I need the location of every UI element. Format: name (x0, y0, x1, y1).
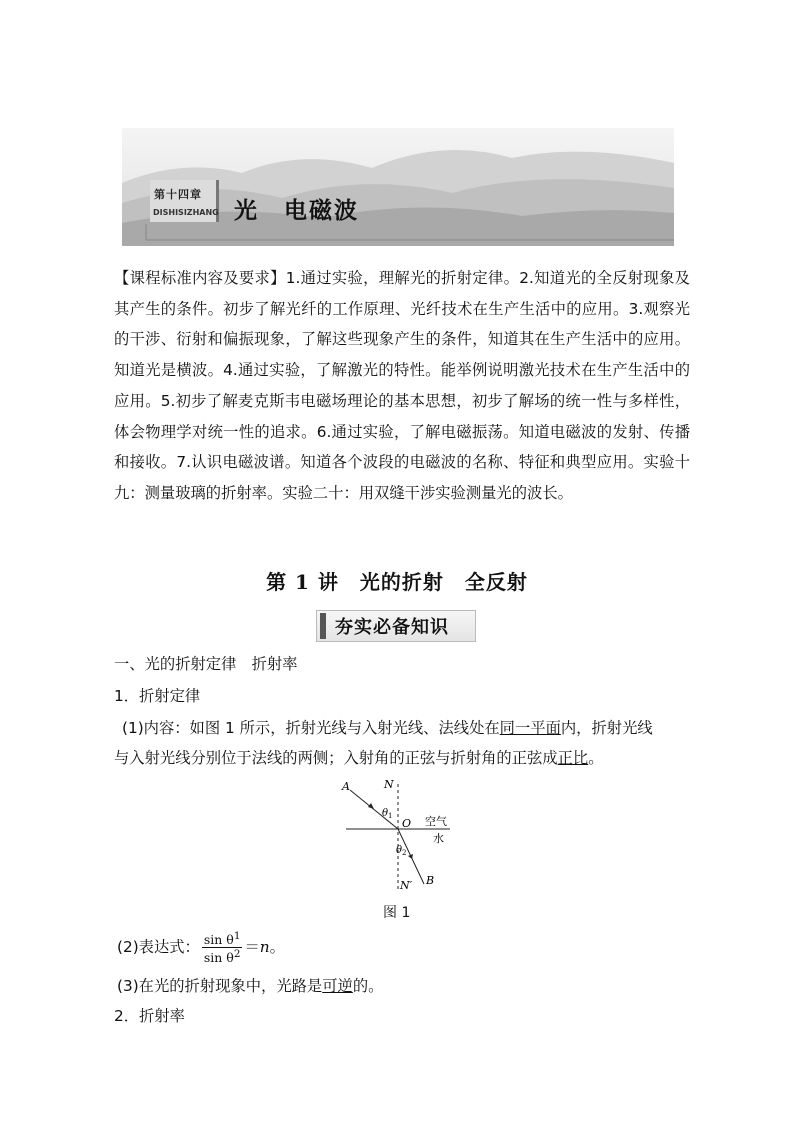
refractive-index-symbol: n (259, 938, 270, 957)
underlined-answer: 正比 (557, 749, 589, 767)
chapter-number-box (150, 180, 219, 222)
content-text: 内，折射光线 (560, 719, 653, 737)
chapter-banner (122, 128, 674, 246)
lesson-title: 第 1 讲 光的折射 全反射 (266, 570, 528, 594)
section-header (316, 610, 476, 642)
label-o: O (402, 817, 412, 830)
denominator-text: sin θ (203, 950, 234, 966)
expression-end: 。 (269, 938, 285, 957)
subheading-refraction-law: 1．折射定律 (114, 687, 201, 705)
label-theta1: θ (382, 808, 389, 819)
label-theta2-sub: 2 (402, 849, 407, 857)
subheading-refractive-index: 2．折射率 (114, 1007, 185, 1025)
chapter-pinyin: DISHISIZHANG (153, 208, 219, 217)
course-requirements (114, 263, 690, 509)
chapter-number: 第十四章 (154, 188, 202, 201)
fraction-numerator (202, 930, 243, 948)
fraction-denominator (202, 948, 243, 965)
numerator-text: sin θ (203, 932, 234, 948)
refraction-diagram (330, 776, 470, 898)
content-text: 与入射光线分别位于法线的两侧；入射角的正弦与折射角的正弦成 (114, 749, 558, 767)
content-line-1 (122, 716, 653, 738)
section-header-text: 夯实必备知识 (335, 617, 449, 638)
label-theta1-sub: 1 (388, 812, 393, 820)
section-header-bar (320, 613, 326, 639)
numerator-index: 1 (233, 930, 241, 942)
requirements-label: 【课程标准内容及要求】 (114, 269, 286, 287)
label-b: B (426, 874, 435, 887)
label-a: A (342, 780, 350, 793)
incident-ray (350, 790, 398, 829)
content-text: 的。 (352, 977, 384, 995)
equals-sign: ＝ (244, 938, 260, 957)
expression-label: (2)表达式： (117, 938, 200, 957)
content-text: 。 (588, 749, 604, 767)
content-line-2 (114, 746, 604, 768)
chapter-title: 光 电磁波 (234, 198, 359, 224)
expression-line (117, 930, 285, 965)
content-text: (3)在光的折射现象中，光路是 (117, 977, 323, 995)
content-text: (1)内容：如图 1 所示，折射光线与入射光线、法线处在 (122, 719, 500, 737)
label-n-prime: N′ (400, 879, 413, 892)
figure-caption: 图 1 (383, 905, 411, 921)
heading-refraction-law: 一、光的折射定律 折射率 (114, 655, 298, 673)
sine-ratio-fraction (202, 930, 243, 965)
label-theta2: θ (396, 845, 403, 856)
label-water: 水 (433, 832, 444, 845)
denominator-index: 2 (233, 948, 241, 961)
label-air: 空气 (425, 815, 447, 828)
content-line-3 (117, 974, 383, 996)
underlined-answer: 同一平面 (499, 719, 561, 737)
requirements-text: 1.通过实验，理解光的折射定律。2.知道光的全反射现象及其产生的条件。初步了解光纤的工作原理、光纤技术在生产生活中的应用。3.观察光的干涉、衍射和偏振现象，了解这些现象产生的条件，知道其在生产生活中的应用。知道光是横波。4.通过实验，了解激光的特性。能举例说明激光技术在生产生活中的应用。5.初步了解麦克斯韦电磁场理论的基本思想，初步了解场的统一性与多样性，体会物理学对统一性的追求。6.通过实验，了解电磁振荡。知道电磁波的发射、传播和接收。7.认识电磁波谱。知道各个波段的电磁波的名称、特征和典型应用。实验十九：测量玻璃的折射率。实验二十：用双缝干涉实验测量光的波长。 (114, 269, 690, 502)
incident-arrow (368, 803, 374, 809)
label-n: N (384, 778, 394, 791)
underlined-answer: 可逆 (322, 977, 353, 995)
